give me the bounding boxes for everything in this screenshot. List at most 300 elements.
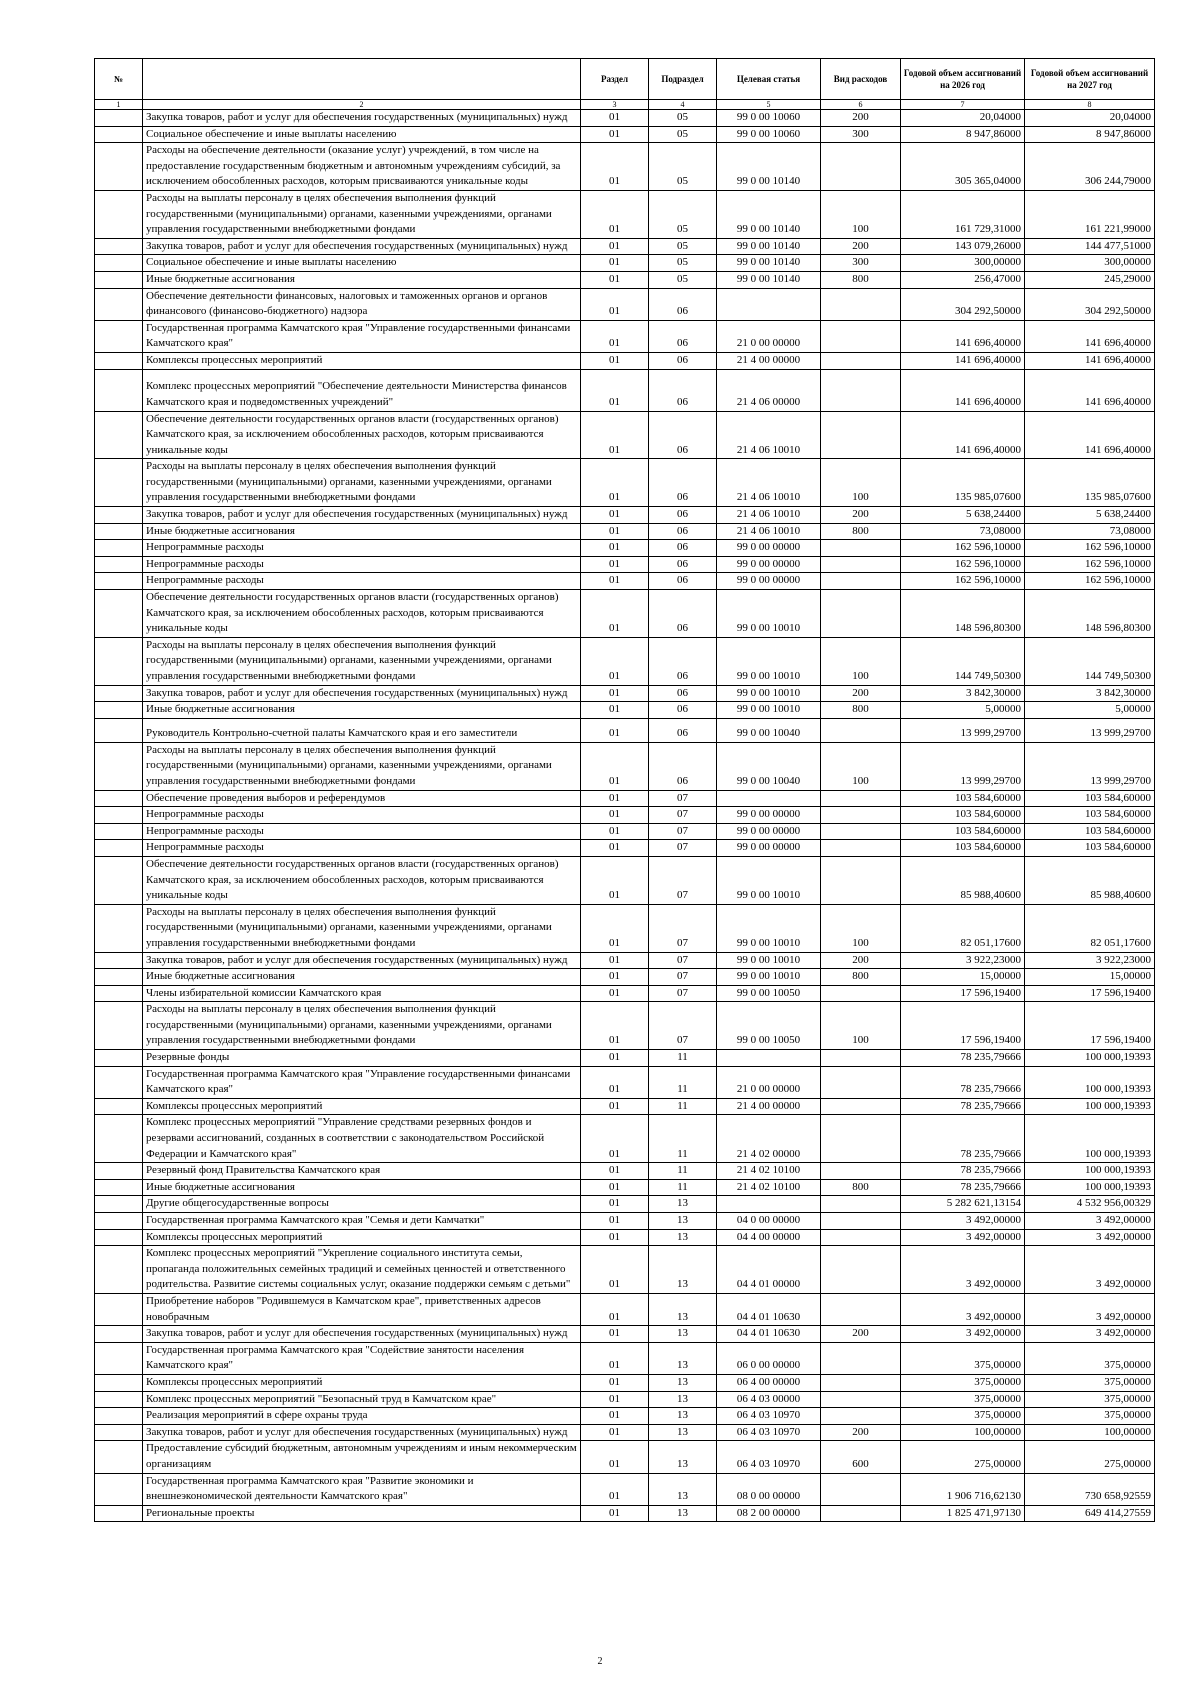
row-subsection: 06: [649, 637, 717, 685]
table-row: [95, 718, 1155, 742]
row-target-article: 04 0 00 00000: [717, 1213, 821, 1230]
row-amount-2026: 3 492,00000: [901, 1213, 1025, 1230]
row-name: Комплекс процессных мероприятий "Безопасный труд в Камчатском крае": [143, 1391, 581, 1408]
row-expense-type: 200: [821, 952, 901, 969]
row-amount-2027: 100 000,19393: [1025, 1115, 1155, 1163]
row-amount-2026: 78 235,79666: [901, 1115, 1025, 1163]
row-number: [95, 238, 143, 255]
row-amount-2027: 8 947,86000: [1025, 126, 1155, 143]
row-section: 01: [581, 1115, 649, 1163]
row-target-article: 99 0 00 10010: [717, 856, 821, 904]
column-index: 2: [143, 100, 581, 110]
row-expense-type: [821, 288, 901, 320]
row-number: [95, 1066, 143, 1098]
row-section: 01: [581, 523, 649, 540]
row-number: [95, 1002, 143, 1050]
row-amount-2027: 100 000,19393: [1025, 1179, 1155, 1196]
row-target-article: 99 0 00 10140: [717, 238, 821, 255]
row-expense-type: [821, 1374, 901, 1391]
row-amount-2026: 78 235,79666: [901, 1066, 1025, 1098]
row-name: Расходы на выплаты персоналу в целях обеспечения выполнения функций государственными (муниципальными) органами, казенными учреждениями, органами управления государственными внебюджетными фондами: [143, 190, 581, 238]
row-expense-type: 300: [821, 255, 901, 272]
row-section: 01: [581, 352, 649, 369]
row-number: [95, 507, 143, 524]
row-target-article: 99 0 00 10060: [717, 110, 821, 127]
row-name: Иные бюджетные ассигнования: [143, 702, 581, 719]
row-subsection: 05: [649, 271, 717, 288]
row-name: Иные бюджетные ассигнования: [143, 523, 581, 540]
table-row: [95, 590, 1155, 638]
row-expense-type: [821, 573, 901, 590]
row-expense-type: [821, 352, 901, 369]
row-amount-2027: 649 414,27559: [1025, 1505, 1155, 1522]
row-amount-2026: 82 051,17600: [901, 904, 1025, 952]
row-target-article: 04 4 01 10630: [717, 1293, 821, 1325]
row-name: Расходы на обеспечение деятельности (оказание услуг) учреждений, в том числе на предоставление государственным бюджетным и автономным учреждениям субсидий, за исключением обособленных расходов, которым присваиваются уникальные коды: [143, 143, 581, 191]
table-row: [95, 143, 1155, 191]
row-amount-2026: 161 729,31000: [901, 190, 1025, 238]
row-section: 01: [581, 840, 649, 857]
row-name: Резервный фонд Правительства Камчатского края: [143, 1163, 581, 1180]
row-section: 01: [581, 718, 649, 742]
row-section: 01: [581, 1326, 649, 1343]
row-amount-2027: 375,00000: [1025, 1342, 1155, 1374]
row-amount-2027: 100 000,19393: [1025, 1163, 1155, 1180]
row-name: Другие общегосударственные вопросы: [143, 1196, 581, 1213]
row-amount-2027: 17 596,19400: [1025, 985, 1155, 1002]
row-amount-2027: 100 000,19393: [1025, 1066, 1155, 1098]
table-row: [95, 1293, 1155, 1325]
row-number: [95, 823, 143, 840]
table-row: [95, 352, 1155, 369]
table-row: [95, 952, 1155, 969]
table-row: [95, 507, 1155, 524]
row-number: [95, 1213, 143, 1230]
row-target-article: 04 4 01 10630: [717, 1326, 821, 1343]
row-amount-2027: 3 492,00000: [1025, 1229, 1155, 1246]
table-row: [95, 685, 1155, 702]
row-section: 01: [581, 190, 649, 238]
row-number: [95, 1441, 143, 1473]
row-target-article: 21 4 02 10100: [717, 1163, 821, 1180]
row-section: 01: [581, 985, 649, 1002]
row-amount-2027: 162 596,10000: [1025, 556, 1155, 573]
row-target-article: 99 0 00 10010: [717, 685, 821, 702]
row-number: [95, 1342, 143, 1374]
row-name: Непрограммные расходы: [143, 573, 581, 590]
row-expense-type: [821, 320, 901, 352]
row-expense-type: 200: [821, 110, 901, 127]
row-number: [95, 1391, 143, 1408]
row-expense-type: [821, 807, 901, 824]
row-subsection: 13: [649, 1196, 717, 1213]
table-row: [95, 702, 1155, 719]
row-name: Закупка товаров, работ и услуг для обеспечения государственных (муниципальных) нужд: [143, 507, 581, 524]
row-section: 01: [581, 1424, 649, 1441]
row-expense-type: [821, 1163, 901, 1180]
row-subsection: 11: [649, 1115, 717, 1163]
row-expense-type: 100: [821, 190, 901, 238]
header-number: №: [95, 59, 143, 100]
row-amount-2027: 162 596,10000: [1025, 573, 1155, 590]
row-subsection: 06: [649, 718, 717, 742]
row-target-article: 99 0 00 00000: [717, 573, 821, 590]
column-index: 5: [717, 100, 821, 110]
row-amount-2026: 275,00000: [901, 1441, 1025, 1473]
row-subsection: 06: [649, 369, 717, 411]
row-section: 01: [581, 320, 649, 352]
column-index: 3: [581, 100, 649, 110]
row-section: 01: [581, 742, 649, 790]
row-subsection: 06: [649, 507, 717, 524]
row-section: 01: [581, 1179, 649, 1196]
row-section: 01: [581, 1473, 649, 1505]
row-target-article: 99 0 00 00000: [717, 807, 821, 824]
row-section: 01: [581, 1374, 649, 1391]
row-number: [95, 1229, 143, 1246]
row-expense-type: [821, 1050, 901, 1067]
row-target-article: 08 2 00 00000: [717, 1505, 821, 1522]
row-section: 01: [581, 969, 649, 986]
row-amount-2026: 375,00000: [901, 1342, 1025, 1374]
row-target-article: 21 4 06 10010: [717, 459, 821, 507]
page-number: 2: [597, 1656, 603, 1667]
header-name: [143, 59, 581, 100]
row-target-article: 21 4 06 10010: [717, 523, 821, 540]
row-amount-2027: 144 477,51000: [1025, 238, 1155, 255]
table-row: [95, 742, 1155, 790]
table-header: [95, 59, 1155, 110]
row-expense-type: [821, 143, 901, 191]
row-number: [95, 1326, 143, 1343]
row-name: Иные бюджетные ассигнования: [143, 1179, 581, 1196]
header-row: [95, 59, 1155, 100]
row-section: 01: [581, 540, 649, 557]
row-target-article: 99 0 00 00000: [717, 840, 821, 857]
row-name: Иные бюджетные ассигнования: [143, 969, 581, 986]
row-number: [95, 969, 143, 986]
row-amount-2027: 100,00000: [1025, 1424, 1155, 1441]
row-target-article: 99 0 00 10140: [717, 271, 821, 288]
row-subsection: 06: [649, 320, 717, 352]
row-subsection: 06: [649, 523, 717, 540]
table-row: [95, 856, 1155, 904]
row-section: 01: [581, 573, 649, 590]
row-name: Обеспечение деятельности государственных органов власти (государственных органов) Камчатского края, за исключением обособленных расходов, которым присваиваются уникальные коды: [143, 411, 581, 459]
row-name: Комплексы процессных мероприятий: [143, 1374, 581, 1391]
row-target-article: 06 0 00 00000: [717, 1342, 821, 1374]
row-number: [95, 904, 143, 952]
table-row: [95, 790, 1155, 807]
row-name: Непрограммные расходы: [143, 840, 581, 857]
row-amount-2027: 103 584,60000: [1025, 807, 1155, 824]
row-name: Комплекс процессных мероприятий "Укрепление социального института семьи, пропаганда положительных семейных традиций и семейных ценностей и ответственного родительства. Развитие системы социальных услуг, оказание поддержки семьям с детьми": [143, 1246, 581, 1294]
row-amount-2027: 3 492,00000: [1025, 1293, 1155, 1325]
row-number: [95, 718, 143, 742]
row-amount-2026: 375,00000: [901, 1374, 1025, 1391]
row-target-article: 99 0 00 10010: [717, 952, 821, 969]
row-number: [95, 1293, 143, 1325]
row-target-article: 99 0 00 10040: [717, 718, 821, 742]
row-target-article: 99 0 00 10010: [717, 637, 821, 685]
row-expense-type: [821, 1293, 901, 1325]
row-expense-type: 100: [821, 1002, 901, 1050]
table-row: [95, 637, 1155, 685]
appropriations-table: [94, 58, 1155, 1522]
row-subsection: 13: [649, 1293, 717, 1325]
table-row: [95, 556, 1155, 573]
row-expense-type: 800: [821, 969, 901, 986]
row-section: 01: [581, 556, 649, 573]
row-number: [95, 1179, 143, 1196]
row-amount-2026: 141 696,40000: [901, 411, 1025, 459]
row-amount-2026: 17 596,19400: [901, 1002, 1025, 1050]
row-target-article: 99 0 00 00000: [717, 823, 821, 840]
row-expense-type: [821, 1196, 901, 1213]
row-number: [95, 411, 143, 459]
table-row: [95, 1050, 1155, 1067]
row-name: Закупка товаров, работ и услуг для обеспечения государственных (муниципальных) нужд: [143, 238, 581, 255]
row-subsection: 11: [649, 1098, 717, 1115]
row-amount-2027: 3 922,23000: [1025, 952, 1155, 969]
row-number: [95, 1246, 143, 1294]
row-expense-type: 200: [821, 507, 901, 524]
table-row: [95, 459, 1155, 507]
row-section: 01: [581, 369, 649, 411]
row-name: Социальное обеспечение и иные выплаты населению: [143, 255, 581, 272]
row-name: Расходы на выплаты персоналу в целях обеспечения выполнения функций государственными (муниципальными) органами, казенными учреждениями, органами управления государственными внебюджетными фондами: [143, 459, 581, 507]
row-number: [95, 459, 143, 507]
row-target-article: 08 0 00 00000: [717, 1473, 821, 1505]
row-expense-type: [821, 1473, 901, 1505]
row-amount-2027: 375,00000: [1025, 1408, 1155, 1425]
row-section: 01: [581, 126, 649, 143]
table-row: [95, 1066, 1155, 1098]
table-row: [95, 271, 1155, 288]
row-subsection: 07: [649, 985, 717, 1002]
row-target-article: 99 0 00 10010: [717, 969, 821, 986]
row-subsection: 06: [649, 352, 717, 369]
row-number: [95, 523, 143, 540]
row-expense-type: 100: [821, 637, 901, 685]
row-amount-2027: 375,00000: [1025, 1374, 1155, 1391]
row-amount-2027: 141 696,40000: [1025, 411, 1155, 459]
header-amount-2027: Годовой объем ассигнований на 2027 год: [1025, 59, 1155, 100]
row-amount-2026: 135 985,07600: [901, 459, 1025, 507]
row-name: Комплекс процессных мероприятий "Управление средствами резервных фондов и резервами ассигнований, созданных в соответствии с законодательством Российской Федерации и Камчатского края": [143, 1115, 581, 1163]
row-number: [95, 1050, 143, 1067]
row-expense-type: [821, 856, 901, 904]
row-subsection: 11: [649, 1179, 717, 1196]
row-target-article: 06 4 03 10970: [717, 1441, 821, 1473]
row-amount-2026: 3 842,30000: [901, 685, 1025, 702]
row-amount-2027: 148 596,80300: [1025, 590, 1155, 638]
row-subsection: 13: [649, 1473, 717, 1505]
row-section: 01: [581, 1050, 649, 1067]
row-expense-type: [821, 1098, 901, 1115]
row-subsection: 05: [649, 110, 717, 127]
table-row: [95, 573, 1155, 590]
row-amount-2026: 103 584,60000: [901, 840, 1025, 857]
row-amount-2026: 8 947,86000: [901, 126, 1025, 143]
row-section: 01: [581, 952, 649, 969]
row-amount-2026: 78 235,79666: [901, 1050, 1025, 1067]
row-subsection: 13: [649, 1424, 717, 1441]
row-number: [95, 1374, 143, 1391]
row-target-article: 21 4 00 00000: [717, 352, 821, 369]
row-section: 01: [581, 1229, 649, 1246]
row-name: Комплексы процессных мероприятий: [143, 352, 581, 369]
table-row: [95, 1326, 1155, 1343]
row-target-article: 04 4 01 00000: [717, 1246, 821, 1294]
row-section: 01: [581, 1391, 649, 1408]
row-amount-2027: 100 000,19393: [1025, 1050, 1155, 1067]
row-subsection: 05: [649, 255, 717, 272]
row-number: [95, 637, 143, 685]
row-amount-2026: 162 596,10000: [901, 556, 1025, 573]
header-subsection: Подраздел: [649, 59, 717, 100]
row-subsection: 13: [649, 1408, 717, 1425]
table-row: [95, 969, 1155, 986]
row-target-article: 99 0 00 10040: [717, 742, 821, 790]
row-target-article: 99 0 00 00000: [717, 556, 821, 573]
row-section: 01: [581, 1163, 649, 1180]
row-expense-type: 100: [821, 742, 901, 790]
row-subsection: 11: [649, 1050, 717, 1067]
row-target-article: 99 0 00 10140: [717, 255, 821, 272]
column-index: 8: [1025, 100, 1155, 110]
table-row: [95, 1505, 1155, 1522]
row-number: [95, 742, 143, 790]
row-expense-type: 200: [821, 1326, 901, 1343]
row-amount-2027: 17 596,19400: [1025, 1002, 1155, 1050]
row-amount-2027: 20,04000: [1025, 110, 1155, 127]
row-name: Расходы на выплаты персоналу в целях обеспечения выполнения функций государственными (муниципальными) органами, казенными учреждениями, органами управления государственными внебюджетными фондами: [143, 637, 581, 685]
row-name: Непрограммные расходы: [143, 807, 581, 824]
row-name: Закупка товаров, работ и услуг для обеспечения государственных (муниципальных) нужд: [143, 685, 581, 702]
row-amount-2027: 85 988,40600: [1025, 856, 1155, 904]
row-section: 01: [581, 1246, 649, 1294]
row-name: Руководитель Контрольно-счетной палаты Камчатского края и его заместители: [143, 718, 581, 742]
row-amount-2026: 17 596,19400: [901, 985, 1025, 1002]
table-row: [95, 190, 1155, 238]
row-amount-2026: 162 596,10000: [901, 540, 1025, 557]
row-amount-2026: 3 492,00000: [901, 1293, 1025, 1325]
row-target-article: [717, 1196, 821, 1213]
row-subsection: 06: [649, 288, 717, 320]
row-expense-type: [821, 1229, 901, 1246]
row-expense-type: [821, 790, 901, 807]
row-target-article: 99 0 00 10010: [717, 590, 821, 638]
row-target-article: 99 0 00 10050: [717, 985, 821, 1002]
row-amount-2026: 103 584,60000: [901, 790, 1025, 807]
row-amount-2026: 304 292,50000: [901, 288, 1025, 320]
row-amount-2027: 245,29000: [1025, 271, 1155, 288]
row-expense-type: [821, 1408, 901, 1425]
row-target-article: 99 0 00 10010: [717, 702, 821, 719]
row-subsection: 06: [649, 556, 717, 573]
row-number: [95, 352, 143, 369]
row-subsection: 07: [649, 807, 717, 824]
row-name: Закупка товаров, работ и услуг для обеспечения государственных (муниципальных) нужд: [143, 952, 581, 969]
row-expense-type: 300: [821, 126, 901, 143]
row-target-article: 06 4 03 10970: [717, 1424, 821, 1441]
table-row: [95, 1163, 1155, 1180]
table-row: [95, 1342, 1155, 1374]
column-index: 4: [649, 100, 717, 110]
row-amount-2027: 141 696,40000: [1025, 369, 1155, 411]
row-amount-2026: 5 282 621,13154: [901, 1196, 1025, 1213]
row-number: [95, 1505, 143, 1522]
row-section: 01: [581, 459, 649, 507]
row-number: [95, 840, 143, 857]
row-subsection: 06: [649, 590, 717, 638]
row-section: 01: [581, 1196, 649, 1213]
row-amount-2026: 162 596,10000: [901, 573, 1025, 590]
row-section: 01: [581, 1505, 649, 1522]
table-row: [95, 1473, 1155, 1505]
row-amount-2027: 162 596,10000: [1025, 540, 1155, 557]
row-target-article: 21 0 00 00000: [717, 1066, 821, 1098]
row-amount-2027: 3 492,00000: [1025, 1246, 1155, 1294]
row-number: [95, 110, 143, 127]
row-subsection: 13: [649, 1505, 717, 1522]
row-number: [95, 590, 143, 638]
row-expense-type: 800: [821, 702, 901, 719]
table-row: [95, 411, 1155, 459]
row-target-article: 99 0 00 10140: [717, 190, 821, 238]
row-name: Государственная программа Камчатского края "Управление государственными финансами Камчатского края": [143, 320, 581, 352]
row-amount-2026: 3 922,23000: [901, 952, 1025, 969]
row-amount-2027: 304 292,50000: [1025, 288, 1155, 320]
row-amount-2027: 4 532 956,00329: [1025, 1196, 1155, 1213]
row-amount-2026: 1 825 471,97130: [901, 1505, 1025, 1522]
row-amount-2027: 275,00000: [1025, 1441, 1155, 1473]
row-number: [95, 685, 143, 702]
row-expense-type: [821, 590, 901, 638]
row-section: 01: [581, 238, 649, 255]
table-row: [95, 823, 1155, 840]
table-row: [95, 1002, 1155, 1050]
row-subsection: 13: [649, 1229, 717, 1246]
row-amount-2026: 78 235,79666: [901, 1163, 1025, 1180]
row-amount-2026: 1 906 716,62130: [901, 1473, 1025, 1505]
row-section: 01: [581, 1342, 649, 1374]
row-amount-2026: 148 596,80300: [901, 590, 1025, 638]
row-number: [95, 320, 143, 352]
row-subsection: 13: [649, 1213, 717, 1230]
row-amount-2026: 305 365,04000: [901, 143, 1025, 191]
row-amount-2026: 103 584,60000: [901, 823, 1025, 840]
row-amount-2027: 300,00000: [1025, 255, 1155, 272]
row-subsection: 07: [649, 840, 717, 857]
row-section: 01: [581, 790, 649, 807]
row-subsection: 06: [649, 411, 717, 459]
row-expense-type: [821, 1066, 901, 1098]
row-subsection: 13: [649, 1326, 717, 1343]
row-subsection: 07: [649, 790, 717, 807]
row-expense-type: 100: [821, 459, 901, 507]
row-target-article: 99 0 00 10010: [717, 904, 821, 952]
row-expense-type: [821, 556, 901, 573]
row-amount-2026: 143 079,26000: [901, 238, 1025, 255]
row-expense-type: 200: [821, 1424, 901, 1441]
row-amount-2027: 730 658,92559: [1025, 1473, 1155, 1505]
row-name: Непрограммные расходы: [143, 823, 581, 840]
row-amount-2026: 73,08000: [901, 523, 1025, 540]
row-expense-type: [821, 1115, 901, 1163]
row-expense-type: [821, 369, 901, 411]
